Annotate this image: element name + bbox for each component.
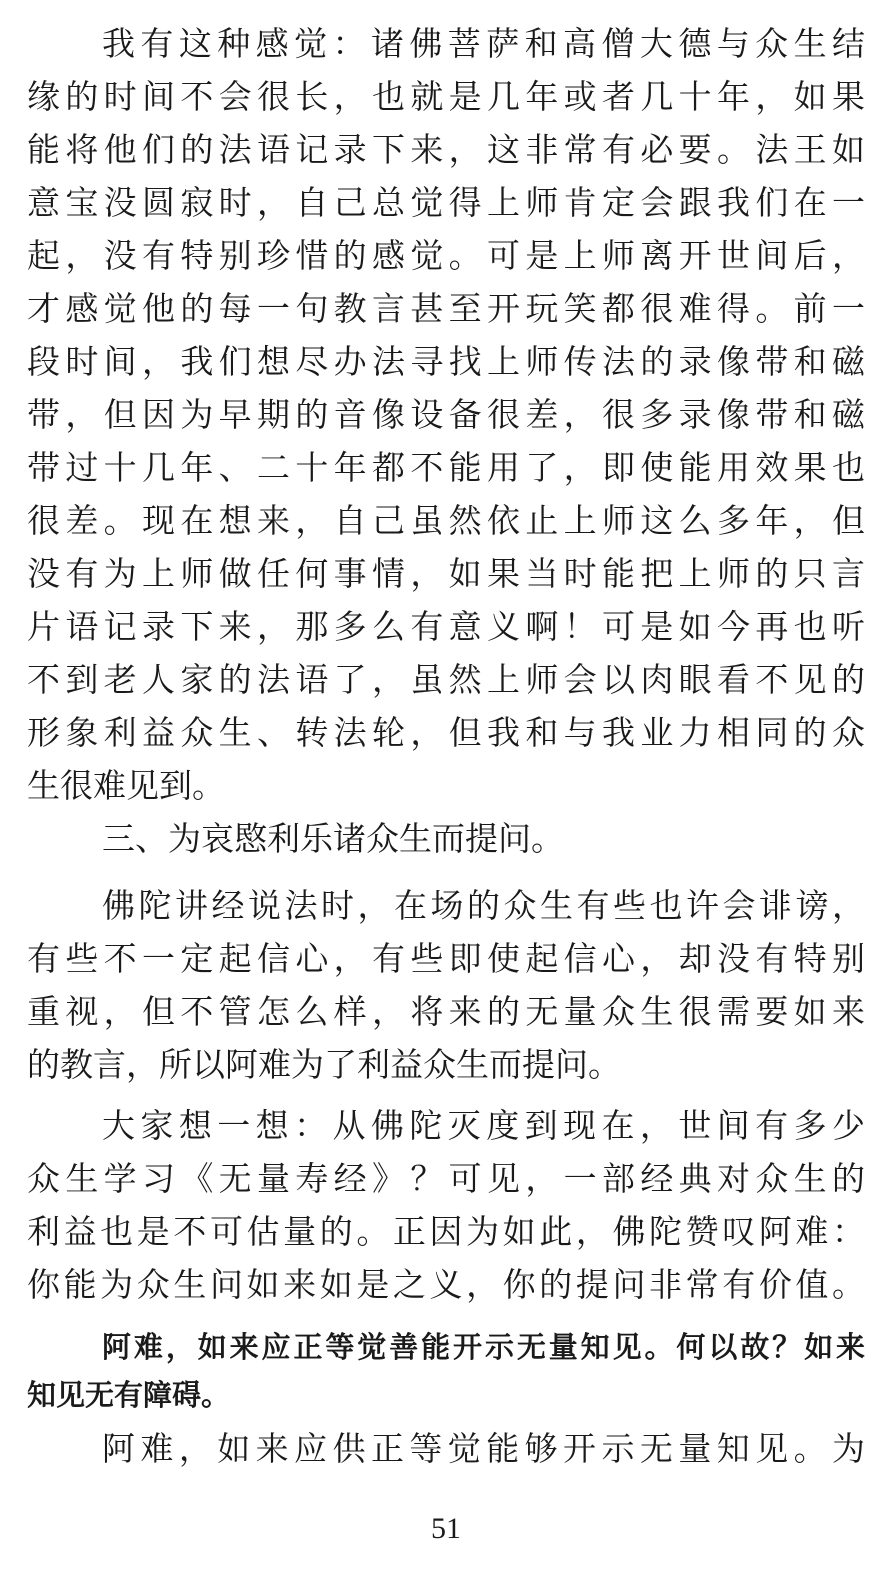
text-line: 形象利益众生、转法轮，但我和与我业力相同的众 [27, 713, 865, 752]
text-line: 佛陀讲经说法时，在场的众生有些也许会诽谤， [102, 886, 865, 925]
text-line: 阿难，如来应供正等觉能够开示无量知见。为 [102, 1429, 865, 1468]
text-line: 三、为哀愍利乐诸众生而提问。 [102, 819, 564, 858]
text-line: 段时间，我们想尽办法寻找上师传法的录像带和磁 [27, 342, 865, 381]
text-line: 片语记录下来，那多么有意义啊！可是如今再也听 [27, 607, 865, 646]
text-line: 知见无有障碍。 [27, 1378, 231, 1412]
text-line: 阿难，如来应正等觉善能开示无量知见。何以故？如来 [102, 1330, 865, 1364]
paragraph-feeling [27, 17, 865, 812]
text-line: 我有这种感觉：诸佛菩萨和高僧大德与众生结 [102, 24, 865, 63]
page-number: 51 [431, 1512, 461, 1545]
sutra-quote [27, 1323, 865, 1419]
text-line: 不到老人家的法语了，虽然上师会以肉眼看不见的 [27, 660, 865, 699]
text-line: 利益也是不可估量的。正因为如此，佛陀赞叹阿难： [27, 1212, 865, 1251]
paragraph-think [27, 1099, 865, 1311]
text-line: 大家想一想：从佛陀灭度到现在，世间有多少 [102, 1106, 865, 1145]
text-line: 的教言，所以阿难为了利益众生而提问。 [27, 1045, 621, 1084]
text-line: 生很难见到。 [27, 766, 225, 805]
text-line: 没有为上师做任何事情，如果当时能把上师的只言 [27, 554, 865, 593]
text-line: 起，没有特别珍惜的感觉。可是上师离开世间后， [27, 236, 865, 275]
text-line: 众生学习《无量寿经》？可见，一部经典对众生的 [27, 1159, 865, 1198]
text-line: 有些不一定起信心，有些即使起信心，却没有特别 [27, 939, 865, 978]
text-line: 能将他们的法语记录下来，这非常有必要。法王如 [27, 130, 865, 169]
paragraph-commentary [27, 1422, 865, 1475]
text-line: 重视，但不管怎么样，将来的无量众生很需要如来 [27, 992, 865, 1031]
text-line: 缘的时间不会很长，也就是几年或者几十年，如果 [27, 77, 865, 116]
text-line: 很差。现在想来，自己虽然依止上师这么多年，但 [27, 501, 865, 540]
section-heading-three [27, 812, 865, 865]
text-line: 你能为众生问如来如是之义，你的提问非常有价值。 [27, 1265, 865, 1304]
paragraph-buddha-teaching [27, 879, 865, 1091]
text-line: 才感觉他的每一句教言甚至开玩笑都很难得。前一 [27, 289, 865, 328]
text-line: 带，但因为早期的音像设备很差，很多录像带和磁 [27, 395, 865, 434]
text-line: 意宝没圆寂时，自己总觉得上师肯定会跟我们在一 [27, 183, 865, 222]
text-line: 带过十几年、二十年都不能用了，即使能用效果也 [27, 448, 865, 487]
